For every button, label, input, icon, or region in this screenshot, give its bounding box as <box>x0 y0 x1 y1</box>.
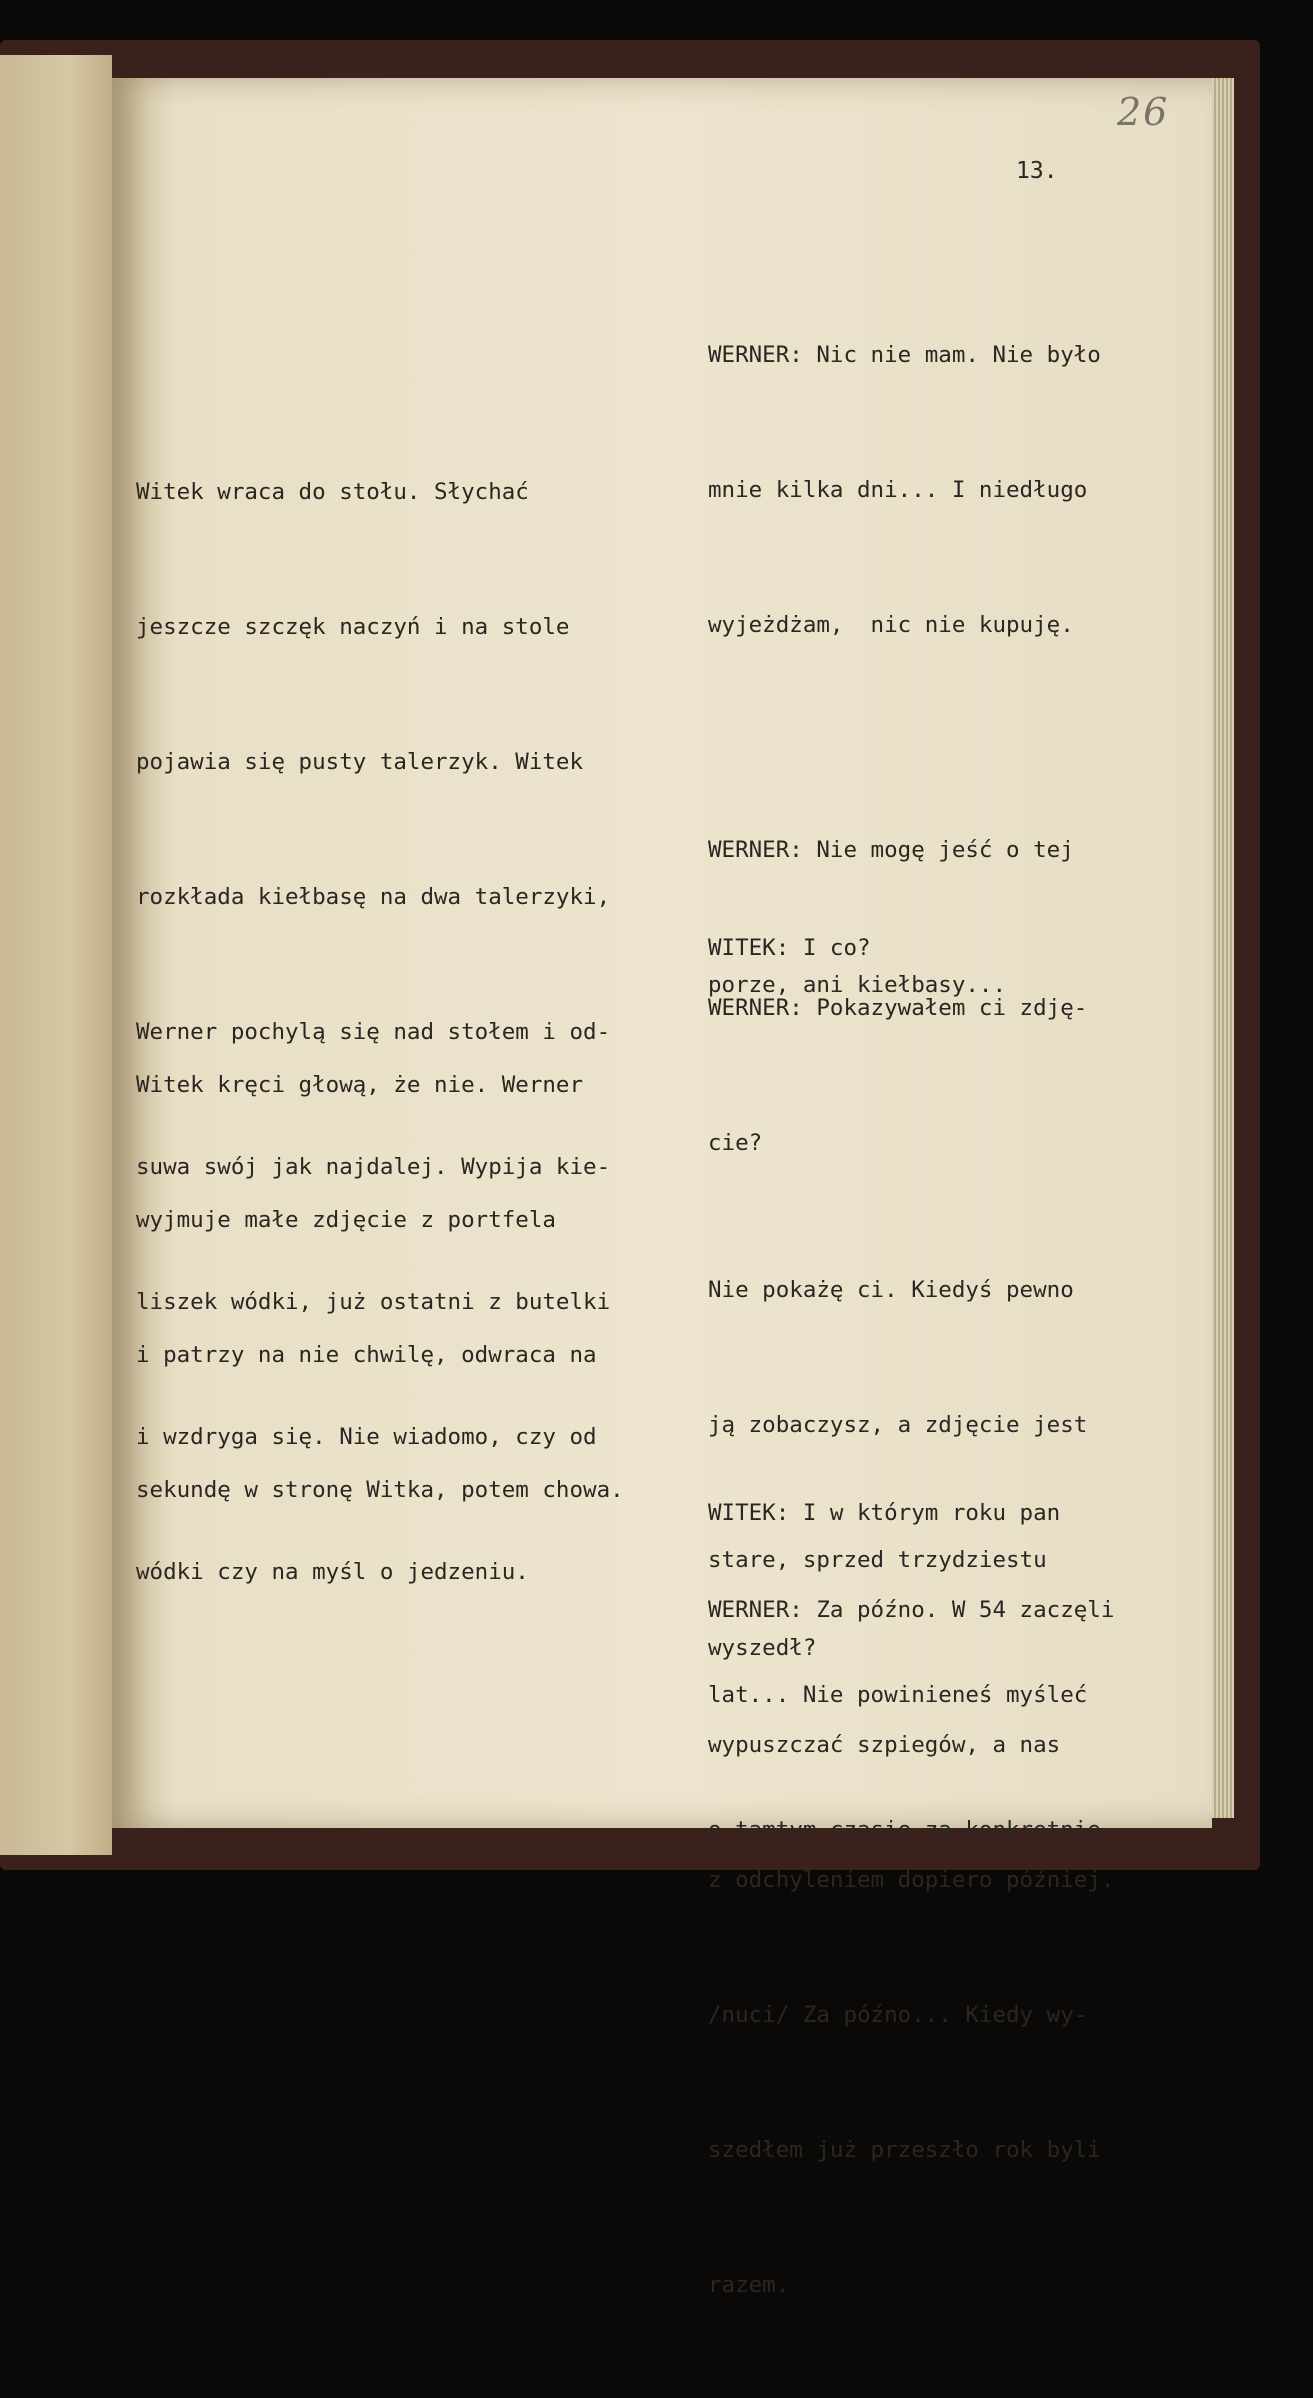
text-line: o tamtym czasie za konkretnie. <box>708 1817 1115 1843</box>
text-line: wyjmuje małe zdjęcie z portfela <box>136 1207 556 1233</box>
dialog-block <box>708 1498 1114 2398</box>
text-line: WERNER: Pokazywałem ci zdję- <box>708 995 1088 1021</box>
text-line: /nuci/ Za późno... Kiedy wy- <box>708 2002 1088 2028</box>
text-line: lat... Nie powinieneś myśleć <box>708 1682 1088 1708</box>
text-line: wypuszczać szpiegów, a nas <box>708 1732 1061 1758</box>
dialog-block <box>708 243 1101 738</box>
text-line: z odchyleniem dopiero później. <box>708 1867 1115 1893</box>
text-line: sekundę w stronę Witka, potem chowa. <box>136 1477 624 1503</box>
page-stack-edge <box>1212 78 1234 1818</box>
text-line: Witek wraca do stołu. Słychać <box>136 479 529 505</box>
text-line: ją zobaczysz, a zdjęcie jest <box>708 1412 1088 1438</box>
page-number: 13. <box>1016 158 1058 184</box>
text-line: wódki czy na myśl o jedzeniu. <box>136 1559 529 1585</box>
text-line: i wzdryga się. Nie wiadomo, czy od <box>136 1424 597 1450</box>
text-line: i patrzy na nie chwilę, odwraca na <box>136 1342 597 1368</box>
text-line: Werner pochylą się nad stołem i od- <box>136 1019 611 1045</box>
text-line: cie? <box>708 1130 763 1156</box>
text-line: jeszcze szczęk naczyń i na stole <box>136 614 570 640</box>
handwritten-folio-number: 26 <box>1117 90 1170 134</box>
text-line: wyjeżdżam, nic nie kupuję. <box>708 612 1074 638</box>
text-line: pojawia się pusty talerzyk. Witek <box>136 749 584 775</box>
text-line: WITEK: I co? <box>708 935 871 961</box>
text-line: szedłem już przeszło rok byli <box>708 2137 1101 2163</box>
text-line: Nie pokażę ci. Kiedyś pewno <box>708 1277 1074 1303</box>
text-line: porze, ani kiełbasy... <box>708 972 1007 998</box>
text-line: Witek kręci głową, że nie. Werner <box>136 1072 584 1098</box>
text-line: WERNER: Nic nie mam. Nie było <box>708 342 1101 368</box>
text-line: WERNER: Za późno. W 54 zaczęli <box>708 1597 1115 1623</box>
text-line: mnie kilka dni... I niedługo <box>708 477 1088 503</box>
typewritten-page <box>112 78 1212 2298</box>
text-line: wyszedł? <box>708 1635 817 1661</box>
text-line: rozkłada kiełbasę na dwa talerzyki, <box>136 884 611 910</box>
text-line: razem. <box>708 2272 790 2298</box>
text-line: suwa swój jak najdalej. Wypija kie- <box>136 1154 611 1180</box>
left-page-edge <box>0 55 112 1855</box>
text-line: WITEK: I w którym roku pan <box>708 1500 1061 1526</box>
text-line: WERNER: Nie mogę jeść o tej <box>708 837 1074 863</box>
text-line: liszek wódki, już ostatni z butelki <box>136 1289 611 1315</box>
stage-direction-block <box>136 973 624 1603</box>
text-line: stare, sprzed trzydziestu <box>708 1547 1047 1573</box>
